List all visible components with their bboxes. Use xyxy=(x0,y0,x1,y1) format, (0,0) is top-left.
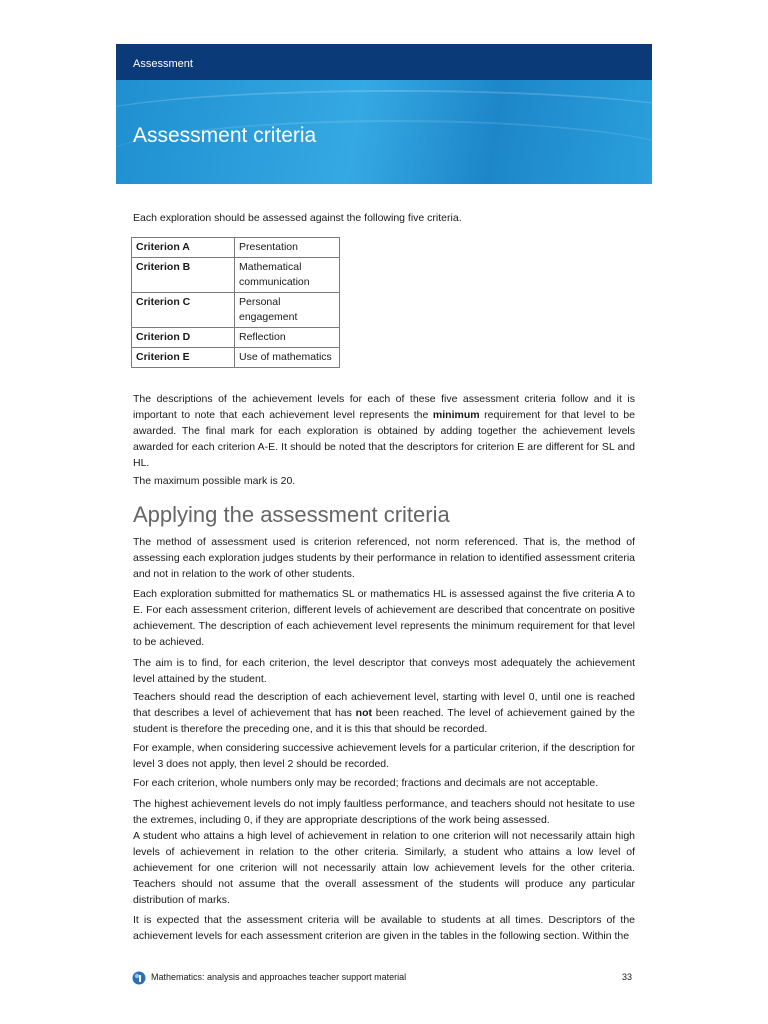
table-row xyxy=(132,328,340,348)
table-row xyxy=(132,258,340,293)
paragraph: The highest achievement levels do not imply faultless performance, and teachers should not hesitate to use the extremes, including 0, if they are appropriate descriptions of the work being assessed. xyxy=(133,798,635,826)
paragraph xyxy=(133,689,635,737)
criterion-name: Presentation xyxy=(235,238,340,258)
criterion-label: Criterion D xyxy=(132,328,235,348)
section-header-bar xyxy=(116,44,652,80)
criterion-label: Criterion E xyxy=(132,348,235,368)
criterion-label: Criterion A xyxy=(132,238,235,258)
paragraph: A student who attains a high level of achievement in relation to one criterion will not necessarily attain high levels of achievement in relation to the other criteria. Similarly, a student who attains a low level of achievement for one criterion will not necessarily attain low achievement levels for the other criteria. Teachers should not assume that the overall assessment of the students will produce any particular distribution of marks. xyxy=(133,830,635,906)
ib-logo-icon xyxy=(132,971,146,985)
criterion-label: Criterion C xyxy=(132,293,235,328)
criterion-name: Personal engagement xyxy=(235,293,340,328)
footer-title: Mathematics: analysis and approaches teacher support material xyxy=(151,972,407,982)
criterion-name: Use of mathematics xyxy=(235,348,340,368)
paragraph: The method of assessment used is criterion referenced, not norm referenced. That is, the method of assessing each exploration judges students by their performance in relation to identified assessment criteria and not in relation to the work of other students. xyxy=(133,536,635,580)
descriptions-text: requirement for that level to be awarded. The final mark for each exploration is obtained by adding together the achievement levels awarded for each criterion A-E. It should be noted that the descriptors for criterion E are different for SL and HL. xyxy=(133,409,635,469)
descriptions-text: The descriptions of the achievement levels for each of these five assessment criteria follow and it is important to note that each achievement level represents the xyxy=(133,393,635,421)
page-number: 33 xyxy=(622,972,633,982)
table-row xyxy=(132,293,340,328)
paragraph-text: been reached. The level of achievement gained by the student is therefore the preceding one, and it is this that should be recorded. xyxy=(133,707,635,735)
criterion-label: Criterion B xyxy=(132,258,235,293)
paragraph: The aim is to find, for each criterion, the level descriptor that conveys most adequately the achievement level attained by the student. xyxy=(133,657,635,685)
section-label: Assessment xyxy=(133,58,193,70)
page-title: Assessment criteria xyxy=(133,124,317,147)
section-heading: Applying the assessment criteria xyxy=(133,502,450,527)
emphasis-not: not xyxy=(355,707,372,719)
title-banner xyxy=(116,80,652,184)
criterion-name: Reflection xyxy=(235,328,340,348)
criteria-table xyxy=(131,237,340,368)
emphasis-minimum: minimum xyxy=(432,409,480,421)
descriptions-paragraph xyxy=(133,391,635,471)
paragraph: For example, when considering successive achievement levels for a particular criterion, if the description for level 3 does not apply, then level 2 should be recorded. xyxy=(133,742,635,770)
table-row xyxy=(132,348,340,368)
criterion-name: Mathematical communication xyxy=(235,258,340,293)
intro-text: Each exploration should be assessed against the following five criteria. xyxy=(133,212,462,224)
paragraph: It is expected that the assessment criteria will be available to students at all times. Descriptors of the achievement levels for each assessment criterion are given in the tables in the following section. Within the xyxy=(133,914,635,942)
paragraph: Each exploration submitted for mathematics SL or mathematics HL is assessed against the five criteria A to E. For each assessment criterion, different levels of achievement are described that concentrate on positive achievement. The description of each achievement level represents the minimum requirement for that level to be achieved. xyxy=(133,588,635,648)
paragraph-text: Teachers should read the description of each achievement level, starting with level 0, until one is reached that describes a level of achievement that has xyxy=(133,691,635,719)
max-mark-text: The maximum possible mark is 20. xyxy=(133,475,296,487)
table-row xyxy=(132,238,340,258)
paragraph: For each criterion, whole numbers only may be recorded; fractions and decimals are not acceptable. xyxy=(133,777,599,789)
